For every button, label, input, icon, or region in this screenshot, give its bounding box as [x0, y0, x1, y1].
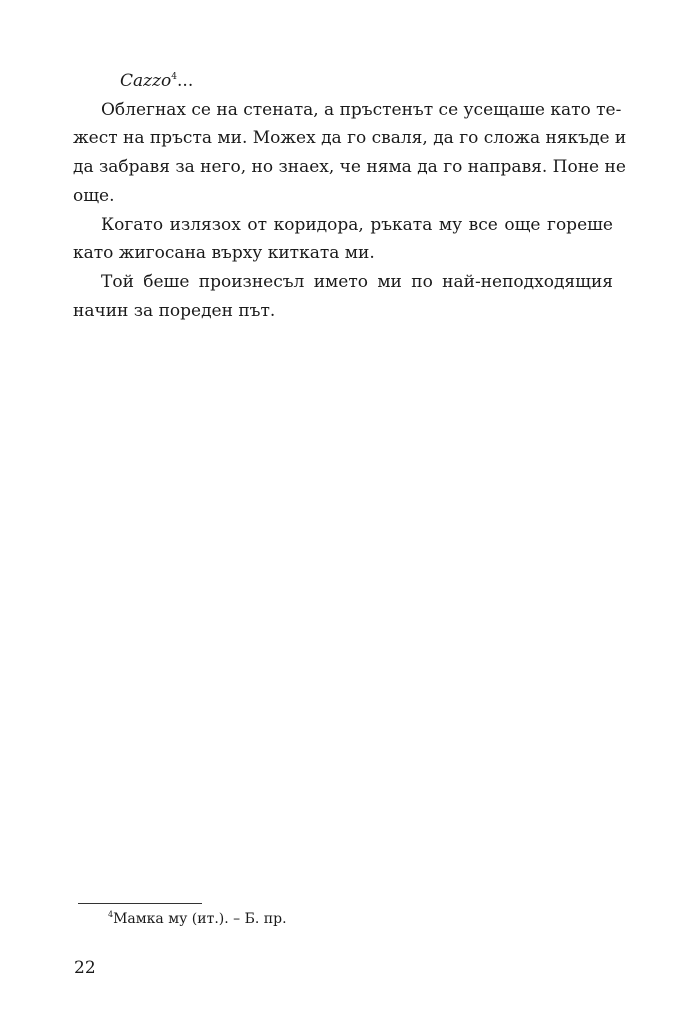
- paragraph-line: като жигосана върху китката ми.: [73, 243, 375, 264]
- paragraph: [73, 268, 613, 325]
- footnote-divider: [78, 903, 202, 904]
- body-text: [73, 67, 627, 325]
- italic-word: Cazzo: [120, 71, 172, 91]
- footnote: [108, 909, 287, 929]
- paragraph-line: още.: [73, 185, 115, 206]
- paragraph-line: Облегнах се на стената, а пръстенът се усещаше като те-: [101, 99, 622, 120]
- paragraph-line: начин за пореден път.: [73, 300, 276, 321]
- opening-line: [73, 67, 613, 96]
- page-number: 22: [74, 958, 96, 978]
- footnote-text: Мамка му (ит.). – Б. пр.: [113, 911, 287, 927]
- paragraph-line: жест на пръста ми. Можех да го сваля, да го сложа някъде и: [73, 128, 627, 149]
- paragraph-line: Той беше произнесъл името ми по най-неподходящия: [101, 271, 613, 292]
- paragraph-line: Когато излязох от коридора, ръката му все още гореше: [101, 214, 613, 235]
- paragraph: [73, 96, 627, 211]
- footnote-mark: 4: [108, 910, 114, 919]
- footnote-reference: 4: [171, 72, 178, 82]
- paragraph-line: да забравя за него, но знаех, че няма да го направя. Поне не: [73, 157, 626, 178]
- paragraph: [73, 211, 613, 268]
- ellipsis: ...: [177, 71, 194, 91]
